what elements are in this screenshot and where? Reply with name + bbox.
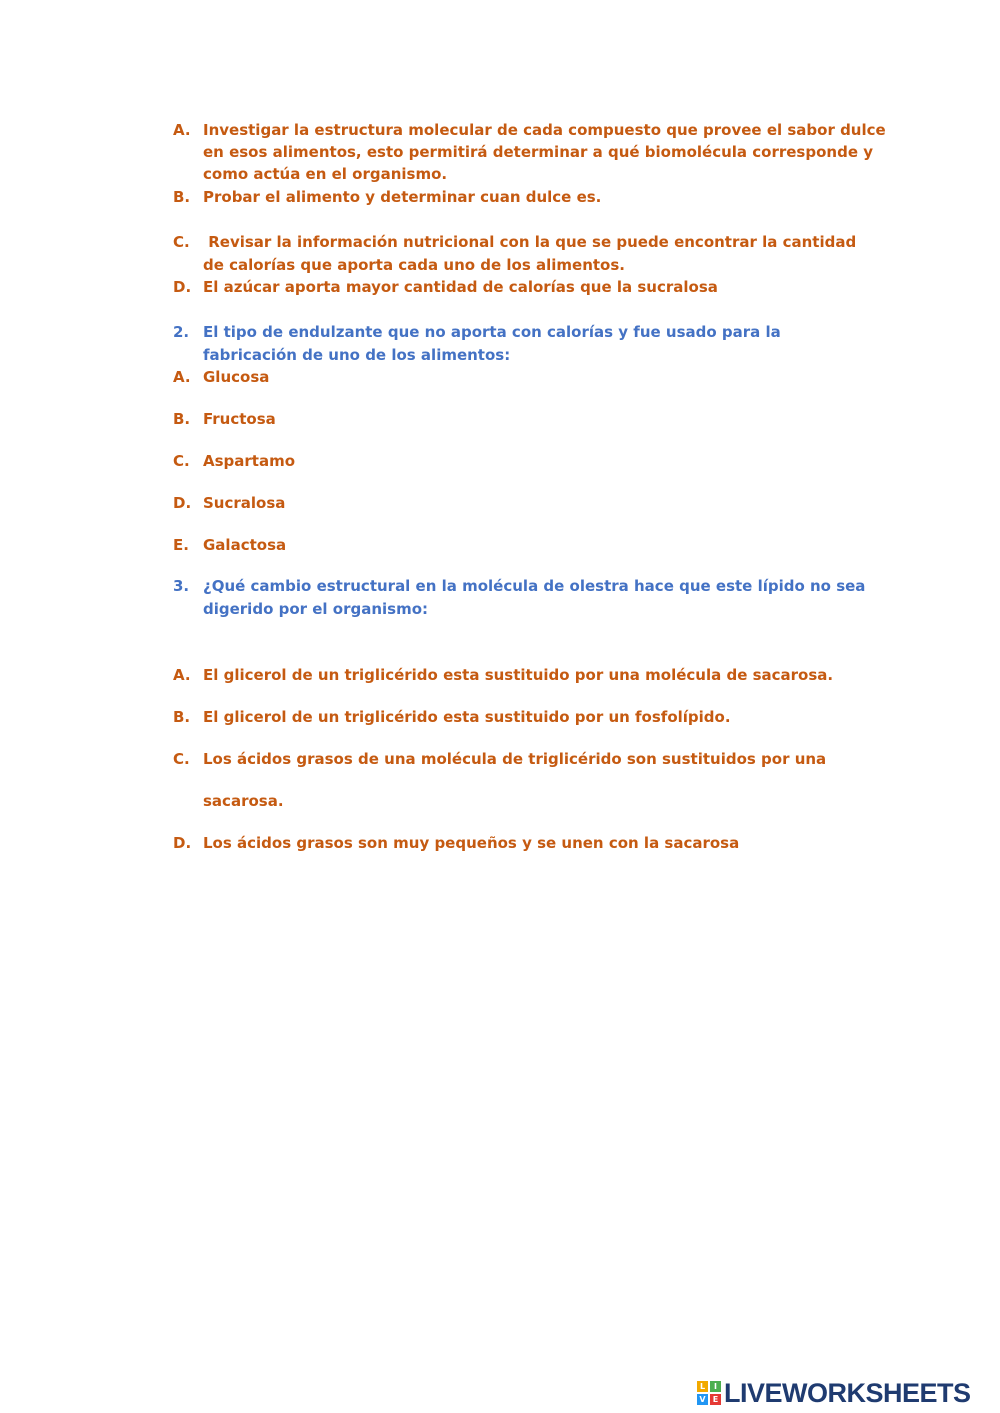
q3-prompt-line2: digerido por el organismo: <box>203 600 429 618</box>
q1-option-c-line1 <box>173 231 873 253</box>
q3-option-a <box>173 664 873 686</box>
q2-option-text: Fructosa <box>203 410 276 428</box>
q2-option-a <box>173 366 873 388</box>
logo-tile-i: I <box>710 1381 721 1392</box>
q2-prompt-line1 <box>173 321 873 343</box>
logo-tile-l: L <box>697 1381 708 1392</box>
q1-option-a-line3: como actúa en el organismo. <box>203 165 448 183</box>
logo-brand-text: LIVEWORKSHEETS <box>724 1377 971 1408</box>
liveworksheets-logo <box>697 1378 971 1408</box>
q2-prompt-text: El tipo de endulzante que no aporta con calorías y fue usado para la <box>203 323 781 341</box>
q3-option-d <box>173 832 873 854</box>
q2-option-text: Sucralosa <box>203 494 286 512</box>
q3-option-b-label: B. <box>173 708 191 726</box>
q2-option-label: B. <box>173 410 191 428</box>
q1-option-b-label: B. <box>173 188 191 206</box>
q3-option-a-label: A. <box>173 666 191 684</box>
q1-option-b <box>173 186 873 208</box>
q2-option-text: Aspartamo <box>203 452 296 470</box>
q3-option-d-label: D. <box>173 834 192 852</box>
q1-option-c-text: Revisar la información nutricional con la que se puede encontrar la cantidad <box>203 233 857 251</box>
q1-option-d <box>173 276 873 298</box>
q1-option-a-text: Investigar la estructura molecular de cada compuesto que provee el sabor dulce <box>203 121 886 139</box>
q2-option-label: A. <box>173 368 191 386</box>
q1-option-c-line2: de calorías que aporta cada uno de los alimentos. <box>203 256 625 274</box>
q3-option-c-line1 <box>173 748 873 770</box>
q2-option-d <box>173 492 873 514</box>
q3-option-a-text: El glicerol de un triglicérido esta sustituido por una molécula de sacarosa. <box>203 666 834 684</box>
q3-number: 3. <box>173 577 190 595</box>
q2-option-label: E. <box>173 536 189 554</box>
q2-option-text: Glucosa <box>203 368 270 386</box>
q3-option-b-text: El glicerol de un triglicérido esta sustituido por un fosfolípido. <box>203 708 731 726</box>
q1-option-a-label: A. <box>173 121 191 139</box>
q3-option-b <box>173 706 873 728</box>
q2-number: 2. <box>173 323 190 341</box>
logo-tiles-icon <box>697 1381 721 1405</box>
q3-option-c-text: Los ácidos grasos de una molécula de triglicérido son sustituidos por una <box>203 750 827 768</box>
q3-option-c-label: C. <box>173 750 190 768</box>
q2-option-label: C. <box>173 452 190 470</box>
q3-option-c-line2: sacarosa. <box>203 792 284 810</box>
q3-prompt-line1 <box>173 575 873 597</box>
q1-option-a-line2: en esos alimentos, esto permitirá determinar a qué biomolécula corresponde y <box>203 143 873 161</box>
logo-tile-v: V <box>697 1394 708 1405</box>
q2-option-c <box>173 450 873 472</box>
q2-option-b <box>173 408 873 430</box>
q2-option-e <box>173 534 873 556</box>
q1-option-c-label: C. <box>173 233 190 251</box>
q2-option-text: Galactosa <box>203 536 287 554</box>
q2-option-label: D. <box>173 494 192 512</box>
q2-prompt-line2: fabricación de uno de los alimentos: <box>203 346 511 364</box>
q1-option-b-text: Probar el alimento y determinar cuan dulce es. <box>203 188 602 206</box>
logo-tile-e: E <box>710 1394 721 1405</box>
q1-option-d-label: D. <box>173 278 192 296</box>
q3-option-d-text: Los ácidos grasos son muy pequeños y se unen con la sacarosa <box>203 834 740 852</box>
q1-option-d-text: El azúcar aporta mayor cantidad de calorías que la sucralosa <box>203 278 718 296</box>
q1-option-a-line1 <box>173 119 886 141</box>
q3-prompt-text: ¿Qué cambio estructural en la molécula de olestra hace que este lípido no sea <box>203 577 866 595</box>
